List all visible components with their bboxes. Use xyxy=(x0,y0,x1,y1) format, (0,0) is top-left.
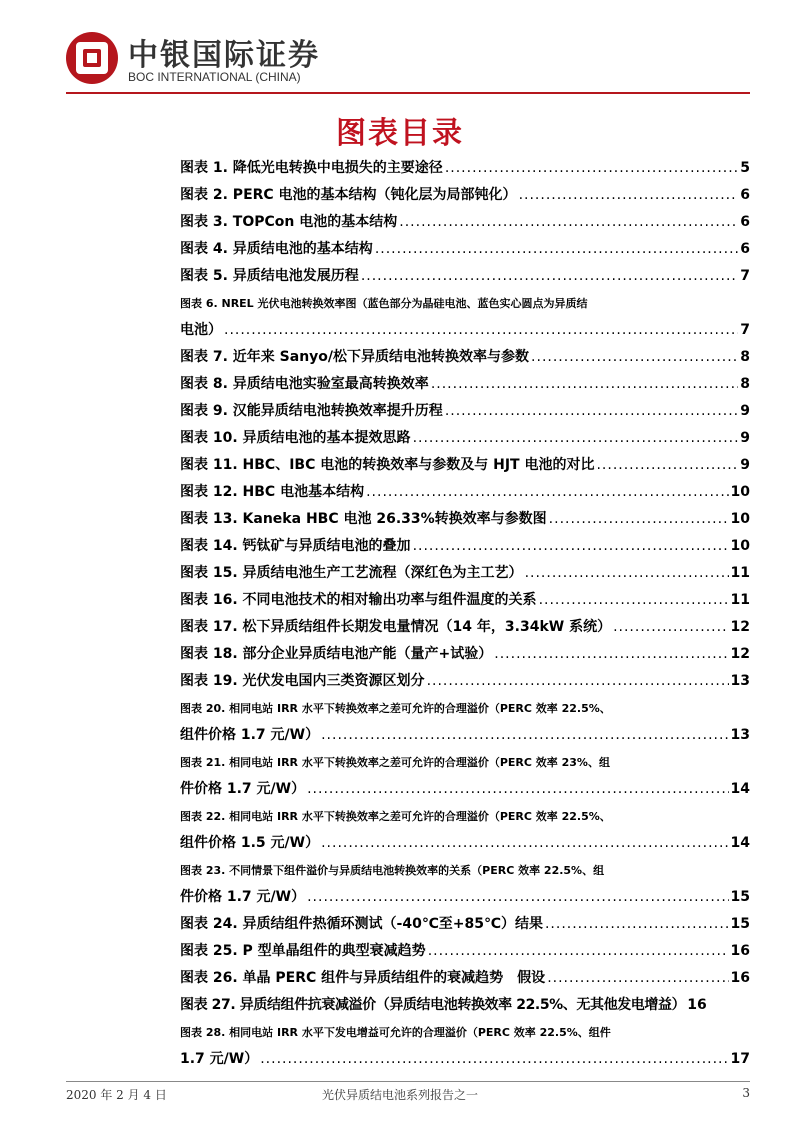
leader-dots xyxy=(260,1046,728,1073)
toc-entry-label: 图表 4. 异质结电池的基本结构 xyxy=(180,241,373,257)
toc-entry-label: 图表 5. 异质结电池发展历程 xyxy=(180,268,359,284)
toc-entry-page: 7 xyxy=(740,322,750,338)
toc-entry-label: 图表 11. HBC、IBC 电池的转换效率与参数及与 HJT 电池的对比 xyxy=(180,457,595,473)
toc-entry-label: 图表 18. 部分企业异质结电池产能（量产+试验） xyxy=(180,646,493,662)
toc-entry-label: 图表 22. 相同电站 IRR 水平下转换效率之差可允许的合理溢价（PERC 效率 22.5%、 xyxy=(180,810,611,823)
toc-entry-label: 图表 20. 相同电站 IRR 水平下转换效率之差可允许的合理溢价（PERC 效率 22.5%、 xyxy=(180,702,611,715)
company-name-en: BOC INTERNATIONAL (CHINA) xyxy=(128,70,301,84)
toc-entry-page: 6 xyxy=(740,187,750,203)
toc-entry-page: 10 xyxy=(730,538,750,554)
toc-entry[interactable] xyxy=(180,857,750,911)
footer-date: 2020 年 2 月 4 日 xyxy=(66,1088,167,1102)
toc-entry-page: 15 xyxy=(730,916,750,932)
leader-dots xyxy=(445,155,738,182)
toc-entry[interactable] xyxy=(180,911,750,938)
toc-entry-label: 图表 9. 汉能异质结电池转换效率提升历程 xyxy=(180,403,443,419)
table-of-figures xyxy=(180,155,750,1073)
toc-entry-label: 图表 13. Kaneka HBC 电池 26.33%转换效率与参数图 xyxy=(180,511,547,527)
leader-dots xyxy=(321,830,728,857)
toc-entry[interactable] xyxy=(180,749,750,803)
toc-entry-label: 图表 16. 不同电池技术的相对输出功率与组件温度的关系 xyxy=(180,592,537,608)
toc-entry-page: 8 xyxy=(740,376,750,392)
toc-entry[interactable] xyxy=(180,641,750,668)
toc-entry[interactable] xyxy=(180,209,750,236)
toc-entry-page: 16 xyxy=(730,970,750,986)
toc-entry-page: 7 xyxy=(740,268,750,284)
leader-dots xyxy=(519,182,739,209)
leader-dots xyxy=(307,776,728,803)
toc-entry-label: 图表 19. 光伏发电国内三类资源区划分 xyxy=(180,673,425,689)
toc-entry-page: 14 xyxy=(730,835,750,851)
toc-entry[interactable] xyxy=(180,371,750,398)
toc-entry-label: 图表 15. 异质结电池生产工艺流程（深红色为主工艺） xyxy=(180,565,523,581)
toc-entry[interactable] xyxy=(180,506,750,533)
toc-entry-page: 6 xyxy=(740,214,750,230)
toc-entry-page: 11 xyxy=(730,565,750,581)
toc-entry[interactable] xyxy=(180,290,750,344)
toc-entry-page: 13 xyxy=(730,727,750,743)
leader-dots xyxy=(431,371,738,398)
toc-entry[interactable] xyxy=(180,965,750,992)
leader-dots xyxy=(427,668,729,695)
page-title: 图表目录 xyxy=(336,116,464,151)
toc-entry-label-cont: 件价格 1.7 元/W） xyxy=(180,781,306,797)
leader-dots xyxy=(413,533,729,560)
toc-entry[interactable] xyxy=(180,560,750,587)
toc-entry[interactable] xyxy=(180,992,750,1019)
leader-dots xyxy=(613,614,728,641)
footer-divider xyxy=(66,1081,750,1082)
toc-entry-label: 图表 2. PERC 电池的基本结构（钝化层为局部钝化） xyxy=(180,187,517,203)
toc-entry[interactable] xyxy=(180,182,750,209)
toc-entry-label: 图表 3. TOPCon 电池的基本结构 xyxy=(180,214,398,230)
toc-entry[interactable] xyxy=(180,938,750,965)
toc-entry-label: 图表 14. 钙钛矿与异质结电池的叠加 xyxy=(180,538,411,554)
toc-entry-label: 图表 21. 相同电站 IRR 水平下转换效率之差可允许的合理溢价（PERC 效率 23%、组 xyxy=(180,756,610,769)
toc-entry-label: 图表 10. 异质结电池的基本提效思路 xyxy=(180,430,411,446)
toc-entry-page: 10 xyxy=(730,511,750,527)
leader-dots xyxy=(375,236,738,263)
toc-entry-page: 9 xyxy=(740,403,750,419)
toc-entry-page: 17 xyxy=(730,1051,750,1067)
leader-dots xyxy=(539,587,729,614)
leader-dots xyxy=(366,479,728,506)
leader-dots xyxy=(494,641,728,668)
toc-entry-label-cont: 1.7 元/W） xyxy=(180,1051,259,1067)
toc-entry-label-cont: 组件价格 1.5 元/W） xyxy=(180,835,320,851)
toc-entry-label: 图表 17. 松下异质结组件长期发电量情况（14 年，3.34kW 系统） xyxy=(180,619,612,635)
toc-entry-label: 图表 6. NREL 光伏电池转换效率图（蓝色部分为晶硅电池、蓝色实心圆点为异质结 xyxy=(180,297,588,310)
boc-logo-icon xyxy=(66,32,118,84)
toc-entry-page: 12 xyxy=(730,619,750,635)
leader-dots xyxy=(549,506,729,533)
toc-entry-label: 图表 27. 异质结组件抗衰减溢价（异质结电池转换效率 22.5%、无其他发电增益） xyxy=(180,997,686,1013)
toc-entry[interactable] xyxy=(180,479,750,506)
toc-entry-page: 6 xyxy=(740,241,750,257)
company-name-cn: 中银国际证券 xyxy=(128,38,320,73)
toc-entry[interactable] xyxy=(180,668,750,695)
toc-entry-page: 11 xyxy=(730,592,750,608)
toc-entry-page: 16 xyxy=(730,943,750,959)
leader-dots xyxy=(307,884,728,911)
leader-dots xyxy=(445,398,738,425)
toc-entry-page: 8 xyxy=(740,349,750,365)
toc-entry[interactable] xyxy=(180,263,750,290)
toc-entry-label: 图表 8. 异质结电池实验室最高转换效率 xyxy=(180,376,429,392)
toc-entry[interactable] xyxy=(180,425,750,452)
toc-entry-label: 图表 25. P 型单晶组件的典型衰减趋势 xyxy=(180,943,426,959)
leader-dots xyxy=(547,965,728,992)
toc-entry-label-cont: 电池） xyxy=(180,322,222,338)
toc-entry-page: 13 xyxy=(730,673,750,689)
toc-entry-label: 图表 7. 近年来 Sanyo/松下异质结电池转换效率与参数 xyxy=(180,349,530,365)
toc-entry-label-cont: 件价格 1.7 元/W） xyxy=(180,889,306,905)
toc-entry-page: 10 xyxy=(730,484,750,500)
toc-entry[interactable] xyxy=(180,155,750,182)
toc-entry-label: 图表 28. 相同电站 IRR 水平下发电增益可允许的合理溢价（PERC 效率 22.5%、组件 xyxy=(180,1026,611,1039)
toc-entry[interactable] xyxy=(180,452,750,479)
leader-dots xyxy=(525,560,729,587)
toc-entry[interactable] xyxy=(180,533,750,560)
toc-entry-page: 9 xyxy=(740,457,750,473)
toc-entry-page: 9 xyxy=(740,430,750,446)
toc-entry-label: 图表 24. 异质结组件热循环测试（-40℃至+85℃）结果 xyxy=(180,916,543,932)
toc-entry[interactable] xyxy=(180,398,750,425)
leader-dots xyxy=(531,344,738,371)
footer-report-title: 光伏异质结电池系列报告之一 xyxy=(321,1088,478,1102)
toc-entry-label: 图表 1. 降低光电转换中电损失的主要途径 xyxy=(180,160,443,176)
header xyxy=(66,30,766,90)
toc-entry[interactable] xyxy=(180,236,750,263)
footer-page-number: 3 xyxy=(742,1086,750,1100)
toc-entry[interactable] xyxy=(180,587,750,614)
toc-entry-label: 图表 23. 不同情景下组件溢价与异质结电池转换效率的关系（PERC 效率 22.5%、组 xyxy=(180,864,605,877)
leader-dots xyxy=(321,722,728,749)
header-divider xyxy=(66,92,750,94)
leader-dots xyxy=(545,911,729,938)
leader-dots xyxy=(399,209,738,236)
toc-entry[interactable] xyxy=(180,614,750,641)
toc-entry-label: 图表 26. 单晶 PERC 组件与异质结组件的衰减趋势 假设 xyxy=(180,970,546,986)
toc-entry-page: 15 xyxy=(730,889,750,905)
toc-entry-page: 5 xyxy=(740,160,750,176)
toc-entry-page: 14 xyxy=(730,781,750,797)
leader-dots xyxy=(413,425,739,452)
toc-entry-label-cont: 组件价格 1.7 元/W） xyxy=(180,727,320,743)
toc-entry[interactable] xyxy=(180,344,750,371)
leader-dots xyxy=(224,317,738,344)
leader-dots xyxy=(428,938,729,965)
toc-entry[interactable] xyxy=(180,1019,750,1073)
toc-entry-label: 图表 12. HBC 电池基本结构 xyxy=(180,484,365,500)
toc-entry-page: 12 xyxy=(730,646,750,662)
leader-dots xyxy=(596,452,738,479)
leader-dots xyxy=(361,263,738,290)
toc-entry-page: 16 xyxy=(687,997,707,1013)
toc-entry[interactable] xyxy=(180,695,750,749)
toc-entry[interactable] xyxy=(180,803,750,857)
